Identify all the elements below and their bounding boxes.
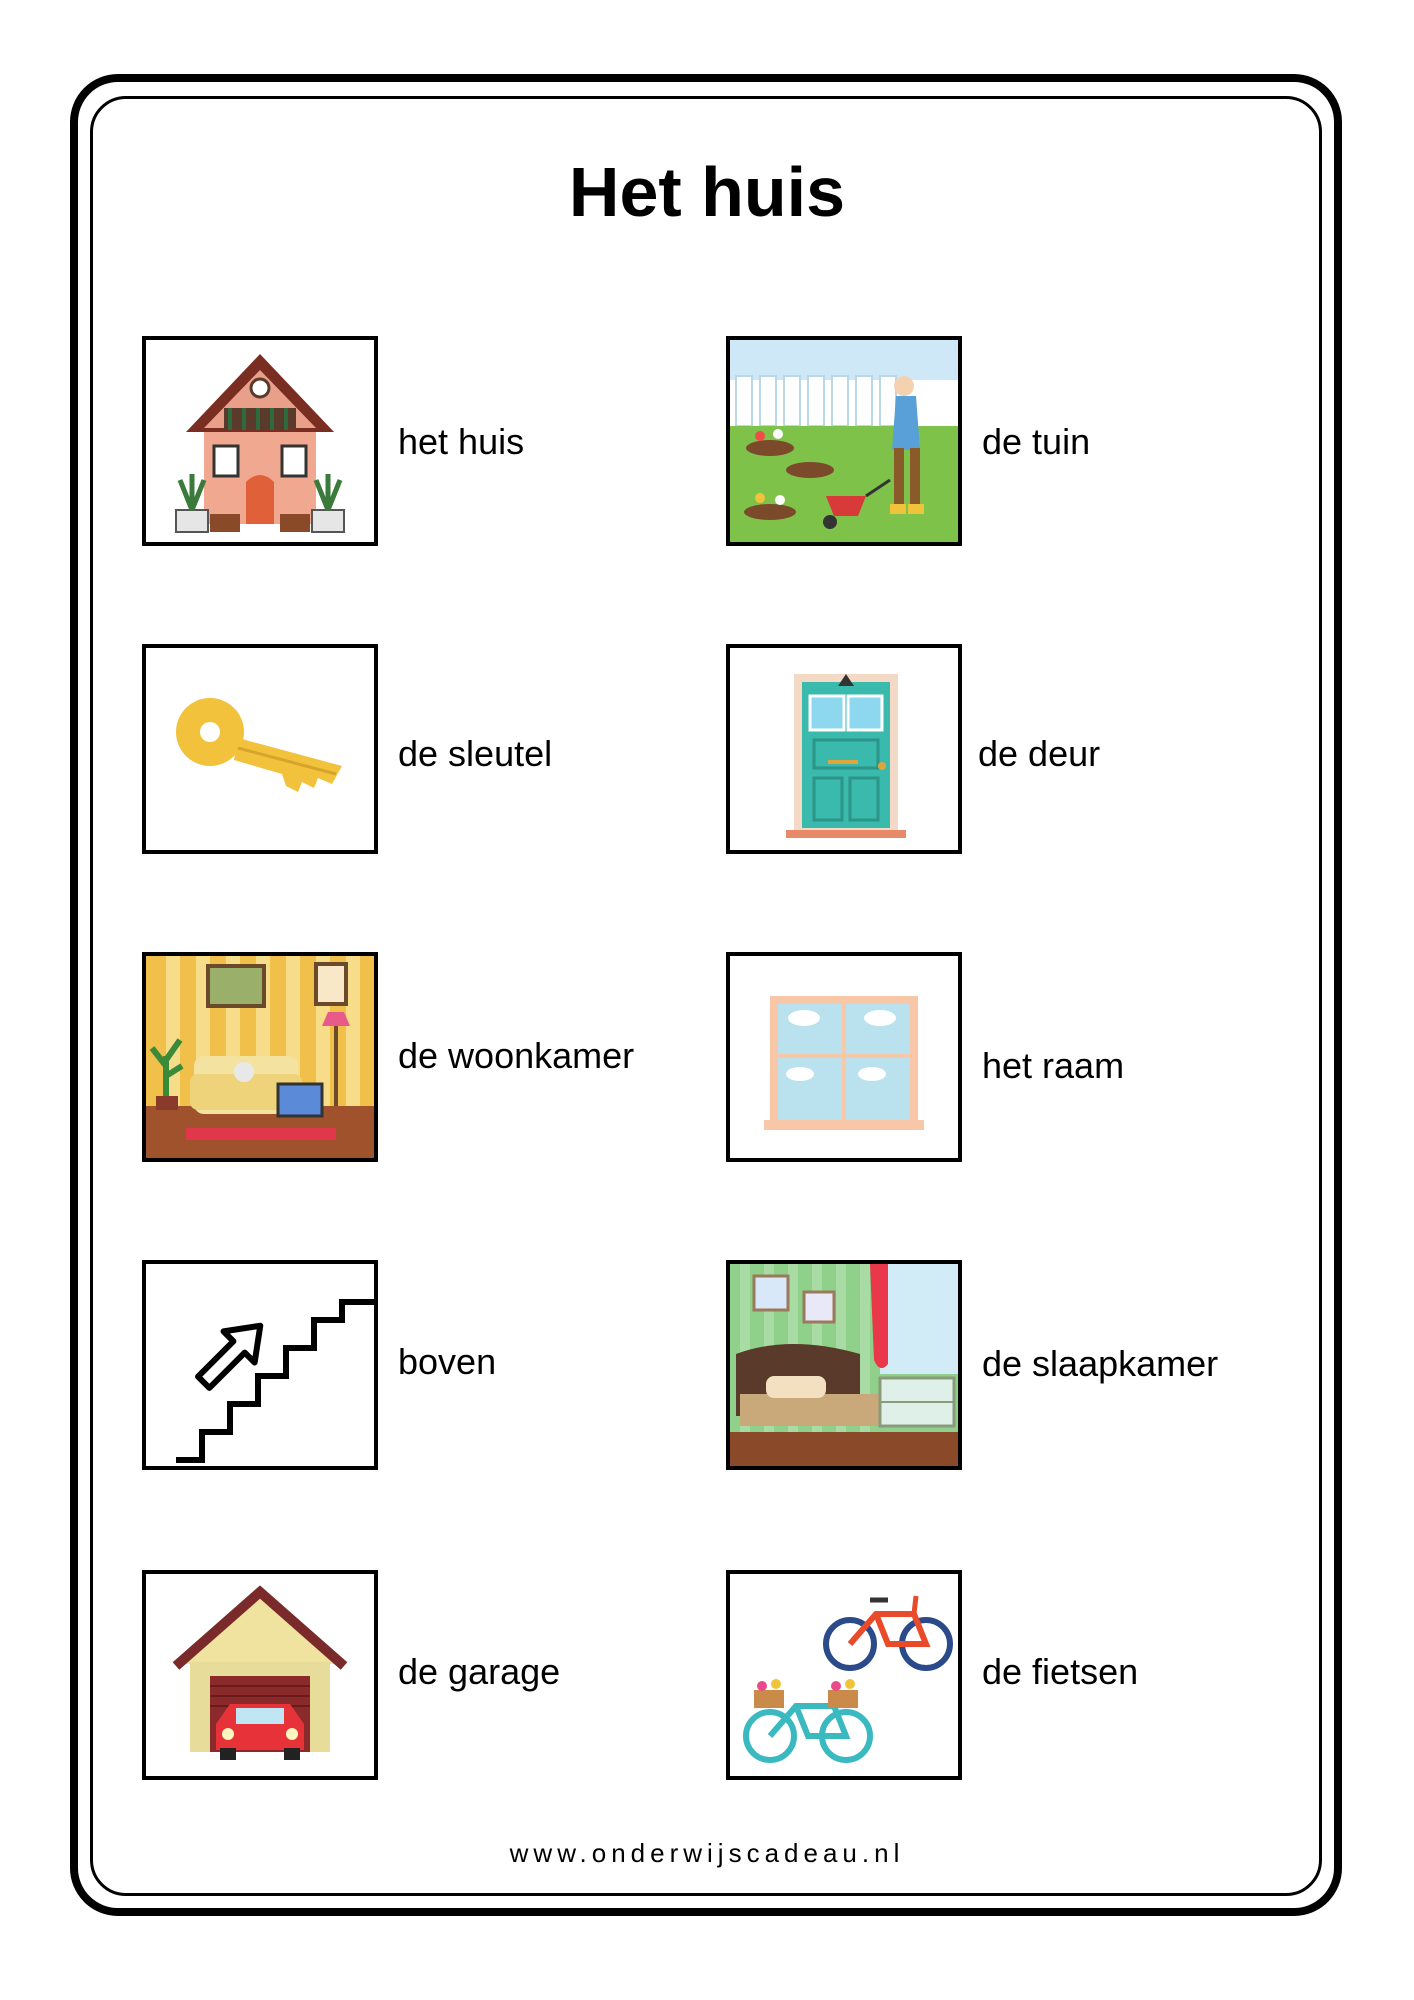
word-het-raam: het raam xyxy=(982,1045,1125,1086)
word-de-woonkamer: de woonkamer xyxy=(398,1035,635,1076)
window-icon xyxy=(730,956,958,1158)
stairs-card xyxy=(142,1260,378,1470)
door-icon xyxy=(730,648,958,850)
bicycles-icon xyxy=(730,1574,958,1776)
garage-icon xyxy=(146,1574,374,1776)
door-card xyxy=(726,644,962,854)
house-card xyxy=(142,336,378,546)
word-het-huis: het huis xyxy=(398,421,525,462)
bicycles-card xyxy=(726,1570,962,1780)
word-de-tuin: de tuin xyxy=(982,421,1091,462)
key-card xyxy=(142,644,378,854)
garage-card xyxy=(142,1570,378,1780)
footer-url: www.onderwijscadeau.nl xyxy=(509,1838,905,1868)
page-title: Het huis xyxy=(568,153,846,231)
word-de-deur: de deur xyxy=(978,733,1101,774)
word-boven: boven xyxy=(398,1341,497,1382)
stairs-up-icon xyxy=(146,1264,374,1466)
living-room-card xyxy=(142,952,378,1162)
house-icon xyxy=(146,340,374,542)
garden-icon xyxy=(730,340,958,542)
word-de-slaapkamer: de slaapkamer xyxy=(982,1343,1219,1384)
bedroom-icon xyxy=(730,1264,958,1466)
word-de-fietsen: de fietsen xyxy=(982,1651,1139,1692)
bedroom-card xyxy=(726,1260,962,1470)
key-icon xyxy=(146,648,374,850)
window-card xyxy=(726,952,962,1162)
word-de-garage: de garage xyxy=(398,1651,561,1692)
garden-card xyxy=(726,336,962,546)
living-room-icon xyxy=(146,956,374,1158)
word-de-sleutel: de sleutel xyxy=(398,733,553,774)
